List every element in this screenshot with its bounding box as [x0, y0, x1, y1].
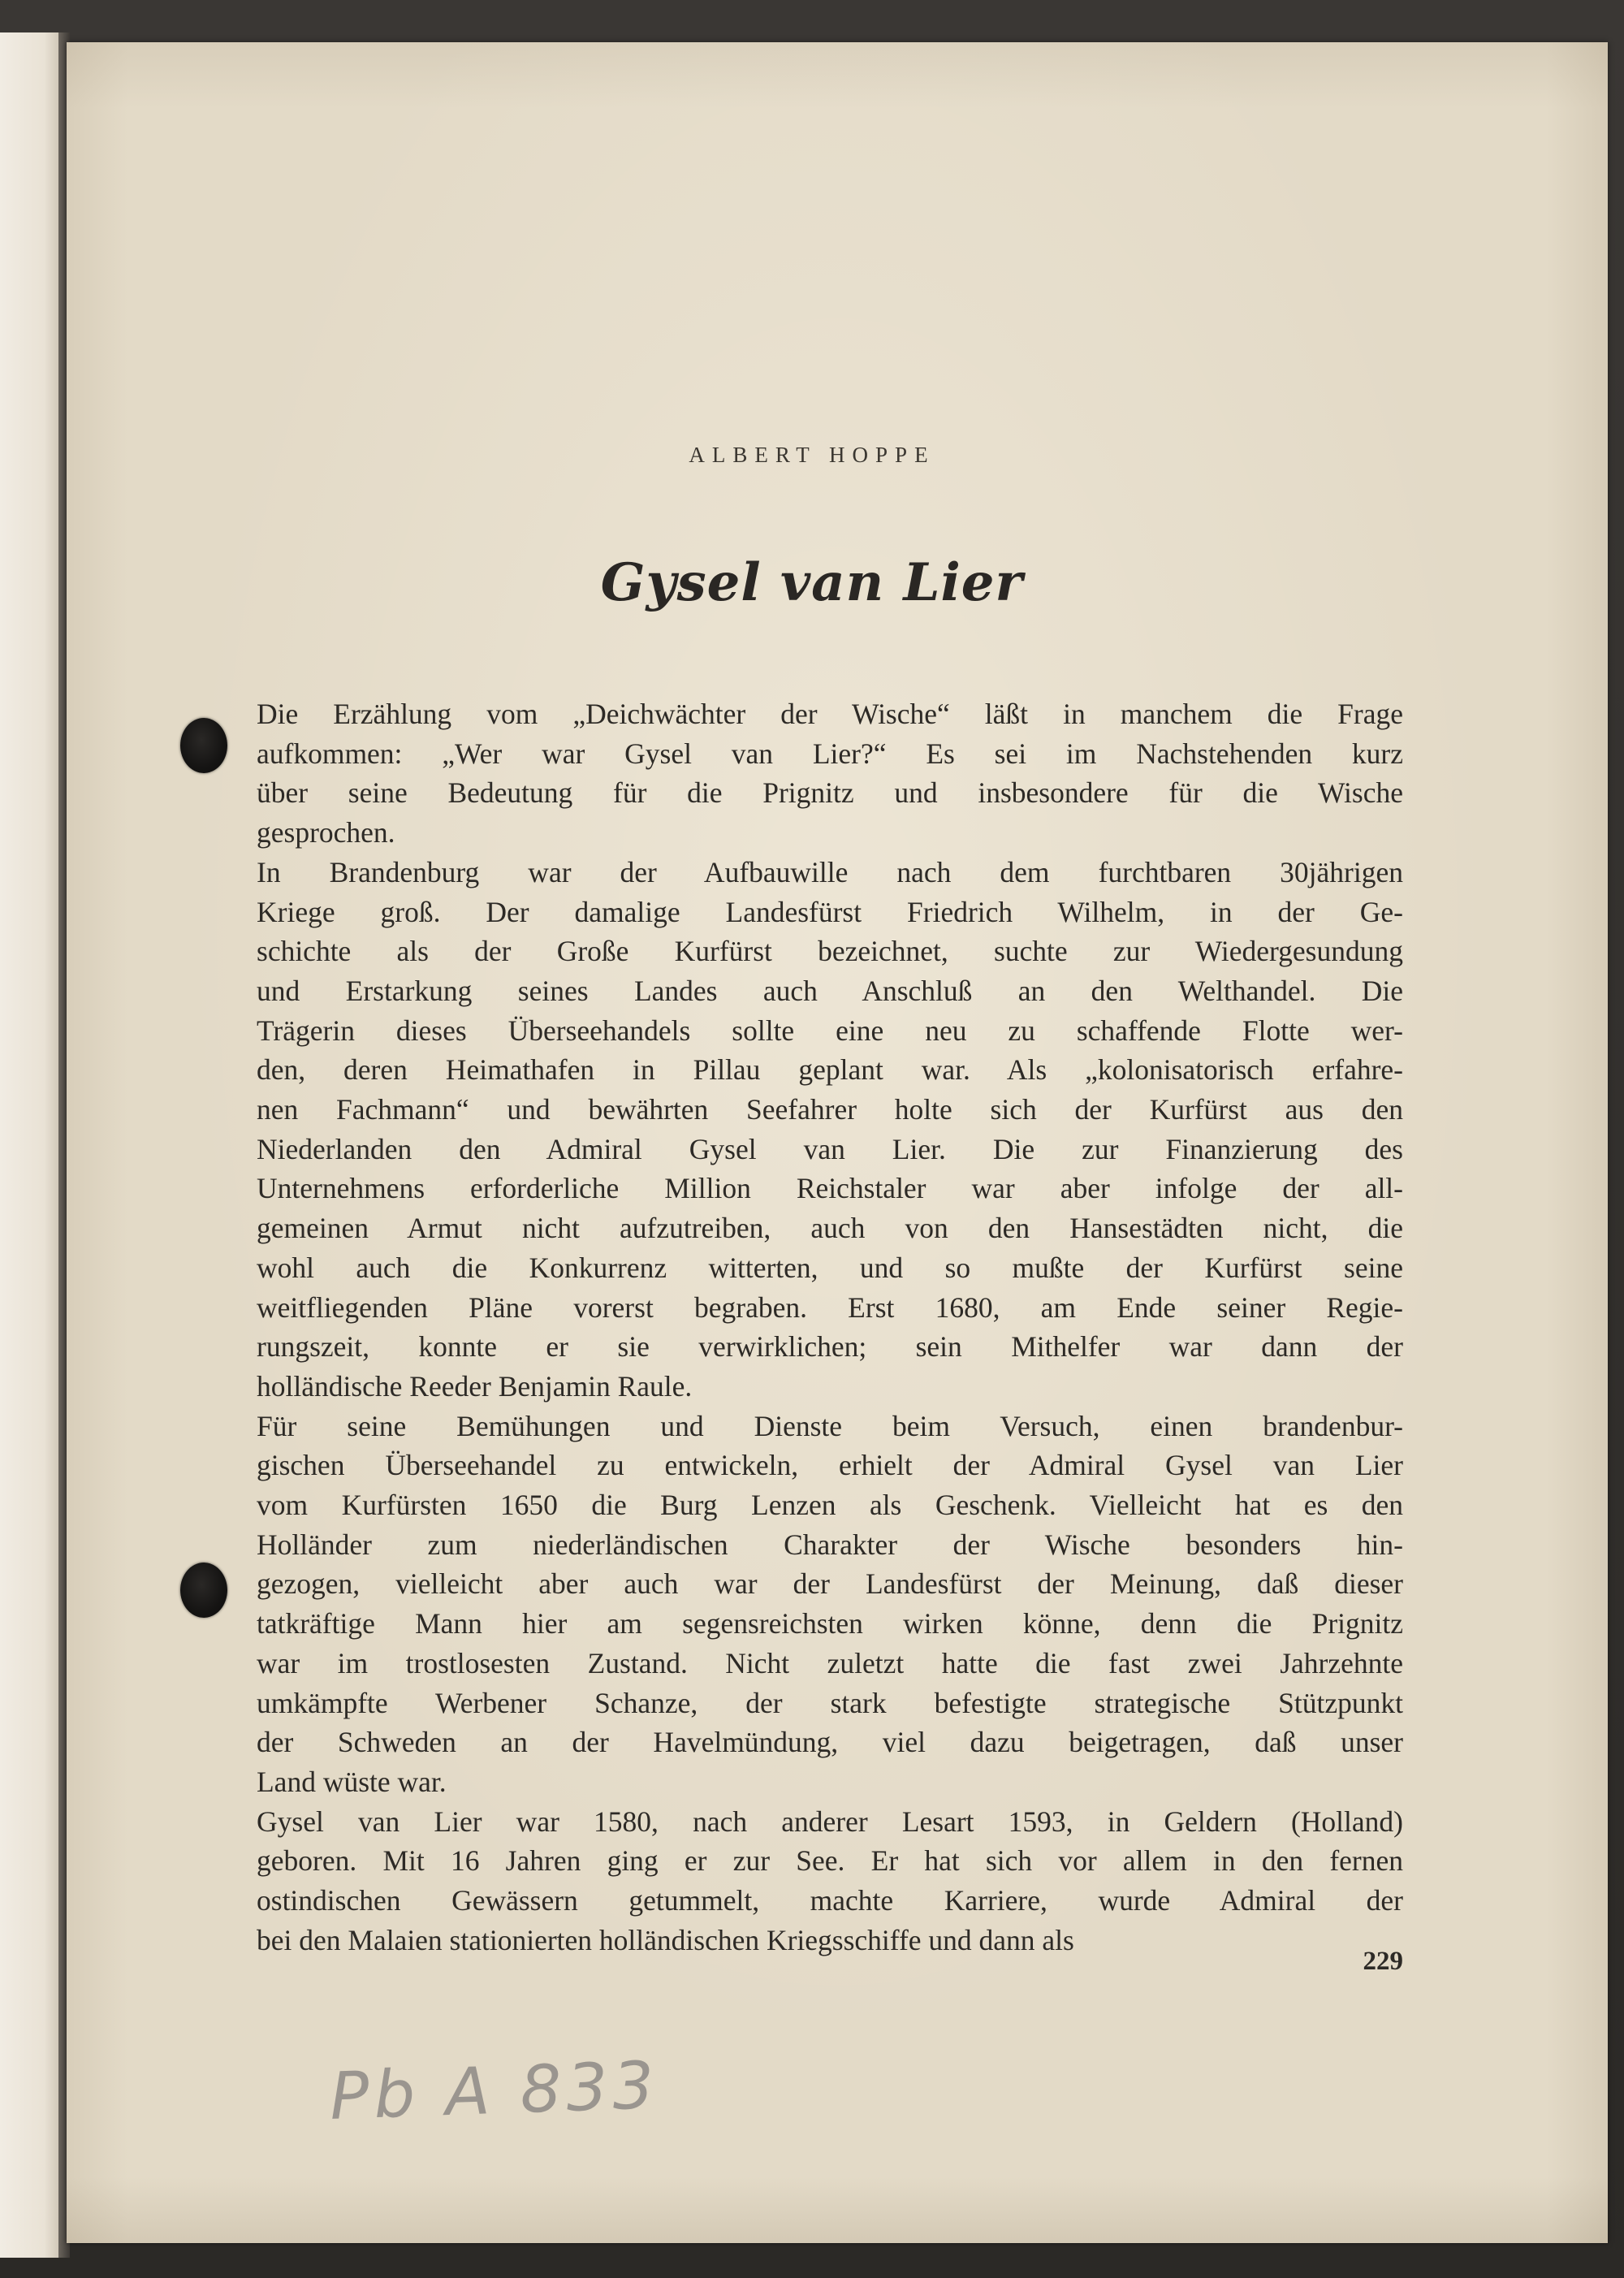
text-line: gemeinen Armut nicht aufzutreiben, auch von den Hansestädten nicht, die [257, 1212, 1403, 1245]
article-title: Gysel van Lier [600, 552, 1024, 613]
paragraph [257, 1802, 1403, 1960]
page-number: 229 [1363, 1947, 1403, 1976]
text-line: gesprochen. [257, 816, 395, 849]
text-line: Land wüste war. [257, 1765, 447, 1798]
text-line: rungszeit, konnte er sie verwirklichen; sein Mithelfer war dann der [257, 1330, 1403, 1364]
text-line: tatkräftige Mann hier am segensreichsten wirken könne, denn die Prignitz [257, 1607, 1403, 1640]
text-line: Gysel van Lier war 1580, nach anderer Lesart 1593, in Geldern (Holland) [257, 1805, 1403, 1838]
text-line: Trägerin dieses Überseehandels sollte eine neu zu schaffende Flotte wer- [257, 1014, 1403, 1047]
text-line: der Schweden an der Havelmündung, viel dazu beigetragen, daß unser [257, 1726, 1403, 1759]
text-line: schichte als der Große Kurfürst bezeichnet, suchte zur Wiedergesundung [257, 935, 1403, 968]
text-line: nen Fachmann“ und bewährten Seefahrer holte sich der Kurfürst aus den [257, 1093, 1403, 1126]
text-line: weitfliegenden Pläne vorerst begraben. Erst 1680, am Ende seiner Regie- [257, 1290, 1403, 1324]
text-line: den, deren Heimathafen in Pillau geplant war. Als „kolonisatorisch erfahre- [257, 1053, 1403, 1087]
text-line: Holländer zum niederländischen Charakter der Wische besonders hin- [257, 1528, 1403, 1561]
text-line: war im trostlosesten Zustand. Nicht zuletzt hatte die fast zwei Jahrzehnte [257, 1646, 1403, 1679]
paragraph [257, 853, 1403, 1407]
text-line: umkämpfte Werbener Schanze, der stark befestigte strategische Stützpunkt [257, 1686, 1403, 1719]
text-line: In Brandenburg war der Aufbauwille nach dem furchtbaren 30jährigen [257, 855, 1403, 888]
text-line: vom Kurfürsten 1650 die Burg Lenzen als Geschenk. Vielleicht hat es den [257, 1489, 1403, 1522]
article-body [257, 694, 1403, 1960]
author-name: ALBERT HOPPE [689, 443, 935, 467]
text-line: wohl auch die Konkurrenz witterten, und so mußte der Kurfürst seine [257, 1251, 1403, 1284]
text-line: Kriege groß. Der damalige Landesfürst Friedrich Wilhelm, in der Ge- [257, 895, 1403, 928]
text-line: Unternehmens erforderliche Million Reichstaler war aber infolge der all- [257, 1172, 1403, 1205]
text-line: gischen Überseehandel zu entwickeln, erhielt der Admiral Gysel van Lier [257, 1449, 1403, 1482]
punch-hole-bottom [180, 1563, 227, 1618]
text-line: Für seine Bemühungen und Dienste beim Versuch, einen brandenbur- [257, 1409, 1403, 1442]
text-line: bei den Malaien stationierten holländischen Kriegsschiffe und dann als [257, 1923, 1074, 1956]
text-line: und Erstarkung seines Landes auch Anschluß an den Welthandel. Die [257, 974, 1403, 1007]
text-line: holländische Reeder Benjamin Raule. [257, 1369, 693, 1403]
text-line: geboren. Mit 16 Jahren ging er zur See. Er hat sich vor allem in den fernen [257, 1844, 1403, 1878]
text-line: Die Erzählung vom „Deichwächter der Wische“ läßt in manchem die Frage [257, 698, 1403, 730]
text-line: über seine Bedeutung für die Prignitz und insbesondere für die Wische [257, 776, 1403, 810]
text-line: ostindischen Gewässern getummelt, machte Karriere, wurde Admiral der [257, 1884, 1403, 1917]
punch-hole-top [180, 718, 227, 773]
handwritten-shelfmark: Pb A 833 [328, 2047, 660, 2135]
text-line: aufkommen: „Wer war Gysel van Lier?“ Es sei im Nachstehenden kurz [257, 737, 1403, 770]
paragraph [257, 694, 1403, 853]
text-line: gezogen, vielleicht aber auch war der Landesfürst der Meinung, daß dieser [257, 1567, 1403, 1601]
paragraph [257, 1407, 1403, 1802]
adjacent-page-edge [0, 32, 63, 2258]
text-line: Niederlanden den Admiral Gysel van Lier. Die zur Finanzierung des [257, 1132, 1403, 1165]
